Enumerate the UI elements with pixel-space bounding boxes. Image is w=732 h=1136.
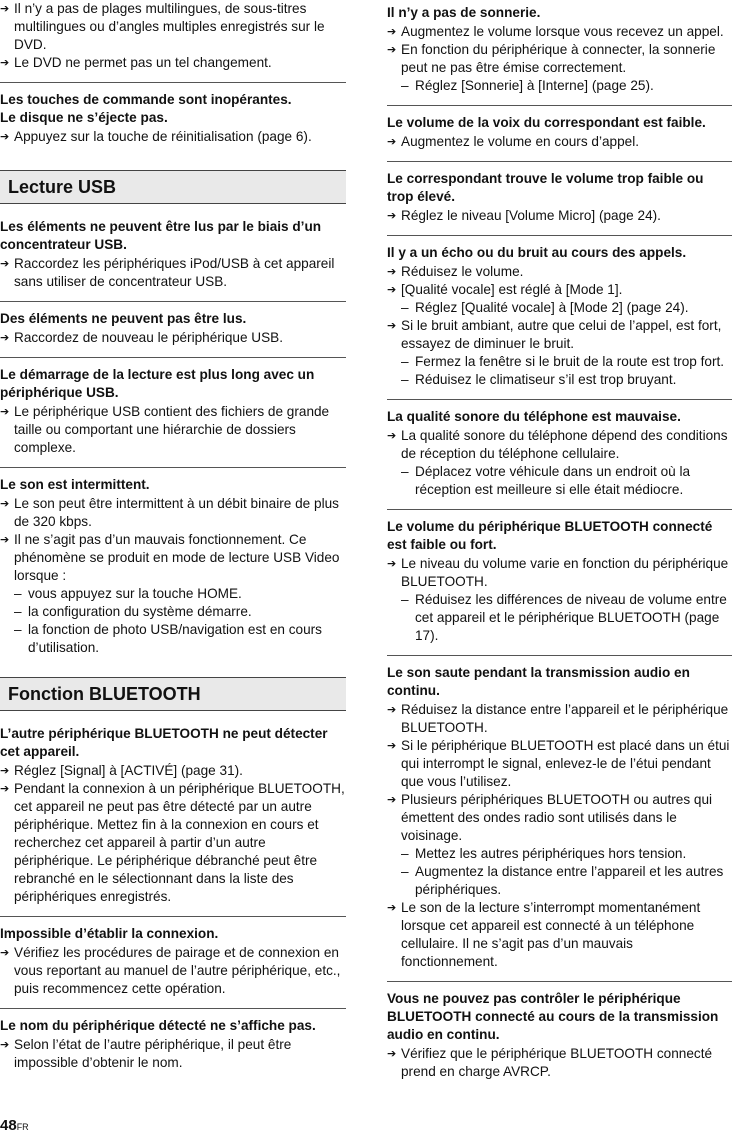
section-heading: Vous ne pouvez pas contrôler le périphérique BLUETOOTH connecté au cours de la transmission audio en continu. [387, 991, 719, 1042]
section-bt-volume [387, 510, 732, 656]
section-heading: Le démarrage de la lecture est plus long avec un périphérique USB. [0, 367, 315, 400]
section-banner-usb: Lecture USB [0, 170, 346, 204]
section-heading: Impossible d’établir la connexion. [0, 926, 219, 941]
list-item: ➔ Appuyez sur la touche de réinitialisation (page 6). [0, 129, 312, 144]
section-heading: Il n’y a pas de sonnerie. [387, 5, 541, 20]
list-item: ➔ Il n’y a pas de plages multilingues, de sous-titres multilingues ou d’angles multiples enregistrés sur le DVD. [0, 1, 325, 52]
section-dvd-multilingual [0, 0, 346, 83]
sub-list-item: – Réduisez les différences de niveau de volume entre cet appareil et le périphérique BLUETOOTH (page 17). [401, 592, 727, 643]
list-item: ➔ Selon l’état de l’autre périphérique, il peut être impossible d’obtenir le nom. [0, 1037, 292, 1070]
arrow-right-icon: ➔ [387, 1048, 397, 1060]
arrow-right-icon: ➔ [387, 320, 397, 332]
section-heading: Le volume de la voix du correspondant est faible. [387, 115, 706, 130]
section-heading: Il y a un écho ou du bruit au cours des appels. [387, 245, 687, 260]
section-heading: Le son saute pendant la transmission audio en continu. [387, 665, 690, 698]
arrow-right-icon: ➔ [387, 740, 397, 752]
list-item: ➔ Raccordez les périphériques iPod/USB à cet appareil sans utiliser de concentrateur USB. [0, 256, 335, 289]
arrow-right-icon: ➔ [387, 26, 397, 38]
list-item: ➔ Augmentez le volume en cours d’appel. [387, 134, 640, 149]
section-sound-intermittent [0, 468, 346, 667]
section-echo-noise [387, 236, 732, 400]
section-heading: Le son est intermittent. [0, 477, 150, 492]
section-no-ringtone [387, 4, 732, 106]
arrow-right-icon: ➔ [387, 902, 397, 914]
section-voice-low [387, 106, 732, 162]
left-column [0, 0, 346, 1082]
section-usb-slow-start [0, 358, 346, 468]
arrow-right-icon: ➔ [0, 131, 10, 143]
arrow-right-icon: ➔ [0, 783, 10, 795]
sub-list-item: – Réduisez le climatiseur s’il est trop bruyant. [401, 372, 677, 387]
arrow-right-icon: ➔ [387, 284, 397, 296]
list-item: ➔ Vérifiez que le périphérique BLUETOOTH connecté prend en charge AVRCP. [387, 1046, 713, 1079]
list-item: ➔ [Qualité vocale] est réglé à [Mode 1]. [387, 282, 623, 297]
sub-list-item: – vous appuyez sur la touche HOME. [14, 586, 242, 601]
list-item: ➔ Pendant la connexion à un périphérique BLUETOOTH, cet appareil ne peut pas être détecté par un autre périphérique. Mettez fin à la connexion en cours et recherchez cet appareil à partir d’un autre périphérique. Le périphérique débranché peut être rebranché en le sélectionnant dans la liste des périphériques enregistrés. [0, 781, 345, 904]
section-avrcp [387, 982, 732, 1091]
section-phone-quality [387, 400, 732, 510]
section-items-unplayable [0, 302, 346, 358]
arrow-right-icon: ➔ [0, 3, 10, 15]
list-item: ➔ Réduisez le volume. [387, 264, 524, 279]
arrow-right-icon: ➔ [0, 332, 10, 344]
arrow-right-icon: ➔ [387, 266, 397, 278]
arrow-right-icon: ➔ [0, 498, 10, 510]
sub-list-item: – la fonction de photo USB/navigation est en cours d’utilisation. [14, 622, 322, 655]
list-item: ➔ Il ne s’agit pas d’un mauvais fonctionnement. Ce phénomène se produit en mode de lecture USB Video lorsque : [0, 532, 340, 583]
arrow-right-icon: ➔ [387, 794, 397, 806]
list-item: ➔ Vérifiez les procédures de pairage et de connexion en vous reportant au manuel de l’autre périphérique, etc., puis recommencez cette opération. [0, 945, 341, 996]
list-item: ➔ Plusieurs périphériques BLUETOOTH ou autres qui émettent des ondes radio sont utilisés dans le voisinage. [387, 792, 713, 843]
arrow-right-icon: ➔ [0, 1039, 10, 1051]
section-correspondent-volume [387, 162, 732, 236]
arrow-right-icon: ➔ [0, 57, 10, 69]
section-sound-skips [387, 656, 732, 982]
right-column [387, 0, 732, 1091]
list-item: ➔ Le niveau du volume varie en fonction du périphérique BLUETOOTH. [387, 556, 729, 589]
section-heading: Les touches de commande sont inopérantes. [0, 92, 292, 107]
sub-list-item: – Réglez [Qualité vocale] à [Mode 2] (page 24). [401, 300, 689, 315]
section-heading: Le correspondant trouve le volume trop faible ou trop élevé. [387, 171, 704, 204]
list-item: ➔ La qualité sonore du téléphone dépend des conditions de réception du téléphone cellulaire. [387, 428, 728, 461]
arrow-right-icon: ➔ [387, 210, 397, 222]
sub-list-item: – Réglez [Sonnerie] à [Interne] (page 25). [401, 78, 654, 93]
section-heading: Le nom du périphérique détecté ne s’affiche pas. [0, 1018, 316, 1033]
arrow-right-icon: ➔ [0, 258, 10, 270]
sub-list-item: – Augmentez la distance entre l’appareil et les autres périphériques. [401, 864, 724, 897]
list-item: ➔ Raccordez de nouveau le périphérique USB. [0, 330, 284, 345]
arrow-right-icon: ➔ [387, 44, 397, 56]
section-not-detected [0, 717, 346, 917]
page-number: 48FR [0, 1117, 29, 1134]
section-usb-hub [0, 210, 346, 302]
sub-list-item: – Déplacez votre véhicule dans un endroit où la réception est meilleure si elle était médiocre. [401, 464, 691, 497]
section-heading: La qualité sonore du téléphone est mauvaise. [387, 409, 681, 424]
arrow-right-icon: ➔ [387, 704, 397, 716]
list-item: ➔ Le son peut être intermittent à un débit binaire de plus de 320 kbps. [0, 496, 339, 529]
list-item: ➔ Si le périphérique BLUETOOTH est placé dans un étui qui interrompt le signal, enlevez-le de l’étui pendant que vous l’utilisez. [387, 738, 730, 789]
list-item: ➔ Le périphérique USB contient des fichiers de grande taille ou comportant une hiérarchie de dossiers complexe. [0, 404, 330, 455]
arrow-right-icon: ➔ [387, 136, 397, 148]
arrow-right-icon: ➔ [0, 406, 10, 418]
list-item: ➔ Si le bruit ambiant, autre que celui de l’appel, est fort, essayez de diminuer le bruit. [387, 318, 722, 351]
arrow-right-icon: ➔ [0, 534, 10, 546]
list-item: ➔ Le son de la lecture s’interrompt momentanément lorsque cet appareil est connecté à un téléphone cellulaire. Il ne s’agit pas d’un mauvais fonctionnement. [387, 900, 701, 969]
section-banner-bluetooth: Fonction BLUETOOTH [0, 677, 346, 711]
list-item: ➔ En fonction du périphérique à connecter, la sonnerie peut ne pas être émise correctement. [387, 42, 716, 75]
section-heading: L’autre périphérique BLUETOOTH ne peut détecter cet appareil. [0, 726, 328, 759]
arrow-right-icon: ➔ [387, 558, 397, 570]
list-item: ➔ Réglez le niveau [Volume Micro] (page 24). [387, 208, 661, 223]
sub-list-item: – Fermez la fenêtre si le bruit de la route est trop fort. [401, 354, 725, 369]
language-code: FR [16, 1122, 29, 1132]
section-name-not-displayed [0, 1009, 346, 1082]
arrow-right-icon: ➔ [0, 947, 10, 959]
section-buttons-inoperative [0, 83, 346, 160]
list-item: ➔ Réduisez la distance entre l’appareil et le périphérique BLUETOOTH. [387, 702, 729, 735]
list-item: ➔ Augmentez le volume lorsque vous recevez un appel. [387, 24, 724, 39]
list-item: ➔ Le DVD ne permet pas un tel changement. [0, 55, 272, 70]
sub-list-item: – la configuration du système démarre. [14, 604, 252, 619]
section-heading: Des éléments ne peuvent pas être lus. [0, 311, 247, 326]
arrow-right-icon: ➔ [0, 765, 10, 777]
section-heading: Le disque ne s’éjecte pas. [0, 110, 168, 125]
section-heading: Les éléments ne peuvent être lus par le biais d’un concentrateur USB. [0, 219, 322, 252]
section-heading: Le volume du périphérique BLUETOOTH connecté est faible ou fort. [387, 519, 713, 552]
arrow-right-icon: ➔ [387, 430, 397, 442]
section-connection-failed [0, 917, 346, 1009]
list-item: ➔ Réglez [Signal] à [ACTIVÉ] (page 31). [0, 763, 243, 778]
sub-list-item: – Mettez les autres périphériques hors tension. [401, 846, 687, 861]
